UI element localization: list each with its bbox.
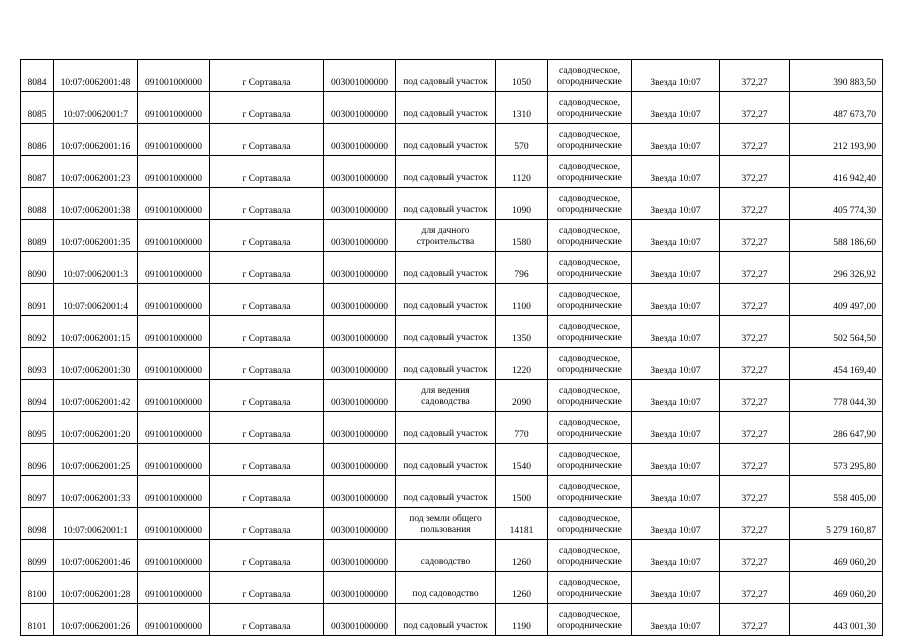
specific-value-cell: 372,27	[720, 572, 790, 604]
oktmo-code-cell: 091001000000	[138, 220, 210, 252]
cadastral-value-cell: 469 060,20	[790, 572, 883, 604]
group-cell: Звезда 10:07	[632, 412, 720, 444]
table-row	[21, 412, 883, 444]
row-number-cell: 8084	[21, 60, 54, 92]
table-row	[21, 572, 883, 604]
group-cell: Звезда 10:07	[632, 92, 720, 124]
table-row	[21, 284, 883, 316]
table-row	[21, 220, 883, 252]
permitted-use-cell: под садовый участок	[396, 604, 496, 636]
row-number-cell: 8096	[21, 444, 54, 476]
row-number-cell: 8086	[21, 124, 54, 156]
locality-cell: г Сортавала	[210, 412, 324, 444]
group-cell: Звезда 10:07	[632, 444, 720, 476]
cadastral-number-cell: 10:07:0062001:48	[54, 60, 138, 92]
oktmo-code-cell: 091001000000	[138, 348, 210, 380]
permitted-use-cell: для дачного строительства	[396, 220, 496, 252]
category-cell: садоводческое, огороднические	[548, 476, 632, 508]
table-row	[21, 252, 883, 284]
area-cell: 1260	[496, 572, 548, 604]
code-cell: 003001000000	[324, 188, 396, 220]
table-row	[21, 124, 883, 156]
area-cell: 2090	[496, 380, 548, 412]
code-cell: 003001000000	[324, 156, 396, 188]
code-cell: 003001000000	[324, 60, 396, 92]
oktmo-code-cell: 091001000000	[138, 284, 210, 316]
code-cell: 003001000000	[324, 284, 396, 316]
cadastral-number-cell: 10:07:0062001:30	[54, 348, 138, 380]
oktmo-code-cell: 091001000000	[138, 316, 210, 348]
locality-cell: г Сортавала	[210, 316, 324, 348]
category-cell: садоводческое, огороднические	[548, 444, 632, 476]
oktmo-code-cell: 091001000000	[138, 540, 210, 572]
table-row	[21, 316, 883, 348]
group-cell: Звезда 10:07	[632, 508, 720, 540]
code-cell: 003001000000	[324, 124, 396, 156]
oktmo-code-cell: 091001000000	[138, 604, 210, 636]
table-row	[21, 604, 883, 636]
code-cell: 003001000000	[324, 316, 396, 348]
category-cell: садоводческое, огороднические	[548, 348, 632, 380]
category-cell: садоводческое, огороднические	[548, 156, 632, 188]
group-cell: Звезда 10:07	[632, 348, 720, 380]
cadastral-value-cell: 454 169,40	[790, 348, 883, 380]
cadastral-value-cell: 286 647,90	[790, 412, 883, 444]
group-cell: Звезда 10:07	[632, 316, 720, 348]
cadastral-value-cell: 390 883,50	[790, 60, 883, 92]
group-cell: Звезда 10:07	[632, 220, 720, 252]
group-cell: Звезда 10:07	[632, 572, 720, 604]
cadastral-number-cell: 10:07:0062001:7	[54, 92, 138, 124]
cadastral-value-cell: 588 186,60	[790, 220, 883, 252]
row-number-cell: 8090	[21, 252, 54, 284]
cadastral-value-cell: 487 673,70	[790, 92, 883, 124]
table-row	[21, 476, 883, 508]
row-number-cell: 8093	[21, 348, 54, 380]
group-cell: Звезда 10:07	[632, 540, 720, 572]
code-cell: 003001000000	[324, 604, 396, 636]
cadastral-number-cell: 10:07:0062001:38	[54, 188, 138, 220]
row-number-cell: 8097	[21, 476, 54, 508]
code-cell: 003001000000	[324, 540, 396, 572]
oktmo-code-cell: 091001000000	[138, 60, 210, 92]
oktmo-code-cell: 091001000000	[138, 92, 210, 124]
area-cell: 1220	[496, 348, 548, 380]
locality-cell: г Сортавала	[210, 444, 324, 476]
category-cell: садоводческое, огороднические	[548, 604, 632, 636]
code-cell: 003001000000	[324, 348, 396, 380]
oktmo-code-cell: 091001000000	[138, 412, 210, 444]
category-cell: садоводческое, огороднические	[548, 380, 632, 412]
specific-value-cell: 372,27	[720, 604, 790, 636]
specific-value-cell: 372,27	[720, 316, 790, 348]
category-cell: садоводческое, огороднические	[548, 572, 632, 604]
oktmo-code-cell: 091001000000	[138, 508, 210, 540]
cadastral-value-cell: 5 279 160,87	[790, 508, 883, 540]
table-body	[21, 60, 883, 636]
cadastral-number-cell: 10:07:0062001:26	[54, 604, 138, 636]
code-cell: 003001000000	[324, 572, 396, 604]
row-number-cell: 8089	[21, 220, 54, 252]
row-number-cell: 8088	[21, 188, 54, 220]
table-row	[21, 540, 883, 572]
cadastral-value-cell: 778 044,30	[790, 380, 883, 412]
category-cell: садоводческое, огороднические	[548, 284, 632, 316]
cadastral-value-cell: 296 326,92	[790, 252, 883, 284]
row-number-cell: 8100	[21, 572, 54, 604]
category-cell: садоводческое, огороднические	[548, 188, 632, 220]
category-cell: садоводческое, огороднические	[548, 540, 632, 572]
group-cell: Звезда 10:07	[632, 476, 720, 508]
permitted-use-cell: под садовый участок	[396, 92, 496, 124]
locality-cell: г Сортавала	[210, 60, 324, 92]
area-cell: 14181	[496, 508, 548, 540]
cadastral-number-cell: 10:07:0062001:46	[54, 540, 138, 572]
permitted-use-cell: под садовый участок	[396, 252, 496, 284]
oktmo-code-cell: 091001000000	[138, 572, 210, 604]
cadastral-number-cell: 10:07:0062001:25	[54, 444, 138, 476]
oktmo-code-cell: 091001000000	[138, 476, 210, 508]
specific-value-cell: 372,27	[720, 412, 790, 444]
cadastral-value-cell: 443 001,30	[790, 604, 883, 636]
table-row	[21, 508, 883, 540]
permitted-use-cell: садоводство	[396, 540, 496, 572]
permitted-use-cell: под садовый участок	[396, 412, 496, 444]
locality-cell: г Сортавала	[210, 252, 324, 284]
row-number-cell: 8098	[21, 508, 54, 540]
table-row	[21, 60, 883, 92]
cadastral-number-cell: 10:07:0062001:42	[54, 380, 138, 412]
cadastral-value-table	[20, 59, 883, 636]
locality-cell: г Сортавала	[210, 124, 324, 156]
cadastral-value-cell: 416 942,40	[790, 156, 883, 188]
specific-value-cell: 372,27	[720, 188, 790, 220]
locality-cell: г Сортавала	[210, 348, 324, 380]
cadastral-value-cell: 212 193,90	[790, 124, 883, 156]
area-cell: 1050	[496, 60, 548, 92]
code-cell: 003001000000	[324, 412, 396, 444]
table-row	[21, 444, 883, 476]
cadastral-number-cell: 10:07:0062001:3	[54, 252, 138, 284]
locality-cell: г Сортавала	[210, 604, 324, 636]
locality-cell: г Сортавала	[210, 476, 324, 508]
group-cell: Звезда 10:07	[632, 284, 720, 316]
category-cell: садоводческое, огороднические	[548, 316, 632, 348]
row-number-cell: 8087	[21, 156, 54, 188]
cadastral-number-cell: 10:07:0062001:16	[54, 124, 138, 156]
row-number-cell: 8094	[21, 380, 54, 412]
locality-cell: г Сортавала	[210, 380, 324, 412]
group-cell: Звезда 10:07	[632, 60, 720, 92]
area-cell: 570	[496, 124, 548, 156]
specific-value-cell: 372,27	[720, 156, 790, 188]
group-cell: Звезда 10:07	[632, 188, 720, 220]
area-cell: 1260	[496, 540, 548, 572]
locality-cell: г Сортавала	[210, 284, 324, 316]
category-cell: садоводческое, огороднические	[548, 412, 632, 444]
area-cell: 1310	[496, 92, 548, 124]
specific-value-cell: 372,27	[720, 124, 790, 156]
group-cell: Звезда 10:07	[632, 380, 720, 412]
specific-value-cell: 372,27	[720, 284, 790, 316]
table-row	[21, 380, 883, 412]
specific-value-cell: 372,27	[720, 348, 790, 380]
row-number-cell: 8091	[21, 284, 54, 316]
permitted-use-cell: под садовый участок	[396, 444, 496, 476]
permitted-use-cell: для ведения садоводства	[396, 380, 496, 412]
area-cell: 770	[496, 412, 548, 444]
locality-cell: г Сортавала	[210, 156, 324, 188]
category-cell: садоводческое, огороднические	[548, 220, 632, 252]
locality-cell: г Сортавала	[210, 92, 324, 124]
area-cell: 1580	[496, 220, 548, 252]
specific-value-cell: 372,27	[720, 92, 790, 124]
category-cell: садоводческое, огороднические	[548, 92, 632, 124]
area-cell: 1100	[496, 284, 548, 316]
cadastral-number-cell: 10:07:0062001:33	[54, 476, 138, 508]
oktmo-code-cell: 091001000000	[138, 156, 210, 188]
category-cell: садоводческое, огороднические	[548, 252, 632, 284]
cadastral-number-cell: 10:07:0062001:1	[54, 508, 138, 540]
table-row	[21, 348, 883, 380]
group-cell: Звезда 10:07	[632, 604, 720, 636]
area-cell: 1500	[496, 476, 548, 508]
code-cell: 003001000000	[324, 380, 396, 412]
table-row	[21, 92, 883, 124]
code-cell: 003001000000	[324, 508, 396, 540]
area-cell: 1350	[496, 316, 548, 348]
group-cell: Звезда 10:07	[632, 156, 720, 188]
cadastral-number-cell: 10:07:0062001:23	[54, 156, 138, 188]
locality-cell: г Сортавала	[210, 540, 324, 572]
locality-cell: г Сортавала	[210, 220, 324, 252]
specific-value-cell: 372,27	[720, 540, 790, 572]
area-cell: 1190	[496, 604, 548, 636]
area-cell: 1120	[496, 156, 548, 188]
specific-value-cell: 372,27	[720, 220, 790, 252]
area-cell: 1090	[496, 188, 548, 220]
permitted-use-cell: под садовый участок	[396, 124, 496, 156]
specific-value-cell: 372,27	[720, 252, 790, 284]
row-number-cell: 8095	[21, 412, 54, 444]
permitted-use-cell: под садовый участок	[396, 60, 496, 92]
code-cell: 003001000000	[324, 92, 396, 124]
code-cell: 003001000000	[324, 444, 396, 476]
permitted-use-cell: под садовый участок	[396, 348, 496, 380]
area-cell: 796	[496, 252, 548, 284]
oktmo-code-cell: 091001000000	[138, 188, 210, 220]
specific-value-cell: 372,27	[720, 508, 790, 540]
row-number-cell: 8092	[21, 316, 54, 348]
table-row	[21, 188, 883, 220]
category-cell: садоводческое, огороднические	[548, 124, 632, 156]
cadastral-value-cell: 558 405,00	[790, 476, 883, 508]
permitted-use-cell: под садовый участок	[396, 476, 496, 508]
specific-value-cell: 372,27	[720, 380, 790, 412]
category-cell: садоводческое, огороднические	[548, 508, 632, 540]
locality-cell: г Сортавала	[210, 572, 324, 604]
cadastral-value-cell: 573 295,80	[790, 444, 883, 476]
group-cell: Звезда 10:07	[632, 124, 720, 156]
cadastral-number-cell: 10:07:0062001:28	[54, 572, 138, 604]
specific-value-cell: 372,27	[720, 476, 790, 508]
permitted-use-cell: под садоводство	[396, 572, 496, 604]
code-cell: 003001000000	[324, 252, 396, 284]
permitted-use-cell: под садовый участок	[396, 156, 496, 188]
row-number-cell: 8101	[21, 604, 54, 636]
specific-value-cell: 372,27	[720, 444, 790, 476]
oktmo-code-cell: 091001000000	[138, 444, 210, 476]
cadastral-value-cell: 502 564,50	[790, 316, 883, 348]
cadastral-value-cell: 405 774,30	[790, 188, 883, 220]
permitted-use-cell: под земли общего пользования	[396, 508, 496, 540]
oktmo-code-cell: 091001000000	[138, 380, 210, 412]
specific-value-cell: 372,27	[720, 60, 790, 92]
row-number-cell: 8099	[21, 540, 54, 572]
cadastral-number-cell: 10:07:0062001:35	[54, 220, 138, 252]
cadastral-number-cell: 10:07:0062001:15	[54, 316, 138, 348]
group-cell: Звезда 10:07	[632, 252, 720, 284]
cadastral-value-cell: 409 497,00	[790, 284, 883, 316]
permitted-use-cell: под садовый участок	[396, 188, 496, 220]
row-number-cell: 8085	[21, 92, 54, 124]
oktmo-code-cell: 091001000000	[138, 252, 210, 284]
code-cell: 003001000000	[324, 476, 396, 508]
cadastral-number-cell: 10:07:0062001:20	[54, 412, 138, 444]
area-cell: 1540	[496, 444, 548, 476]
cadastral-number-cell: 10:07:0062001:4	[54, 284, 138, 316]
cadastral-value-cell: 469 060,20	[790, 540, 883, 572]
code-cell: 003001000000	[324, 220, 396, 252]
permitted-use-cell: под садовый участок	[396, 284, 496, 316]
table-row	[21, 156, 883, 188]
locality-cell: г Сортавала	[210, 188, 324, 220]
permitted-use-cell: под садовый участок	[396, 316, 496, 348]
locality-cell: г Сортавала	[210, 508, 324, 540]
oktmo-code-cell: 091001000000	[138, 124, 210, 156]
category-cell: садоводческое, огороднические	[548, 60, 632, 92]
